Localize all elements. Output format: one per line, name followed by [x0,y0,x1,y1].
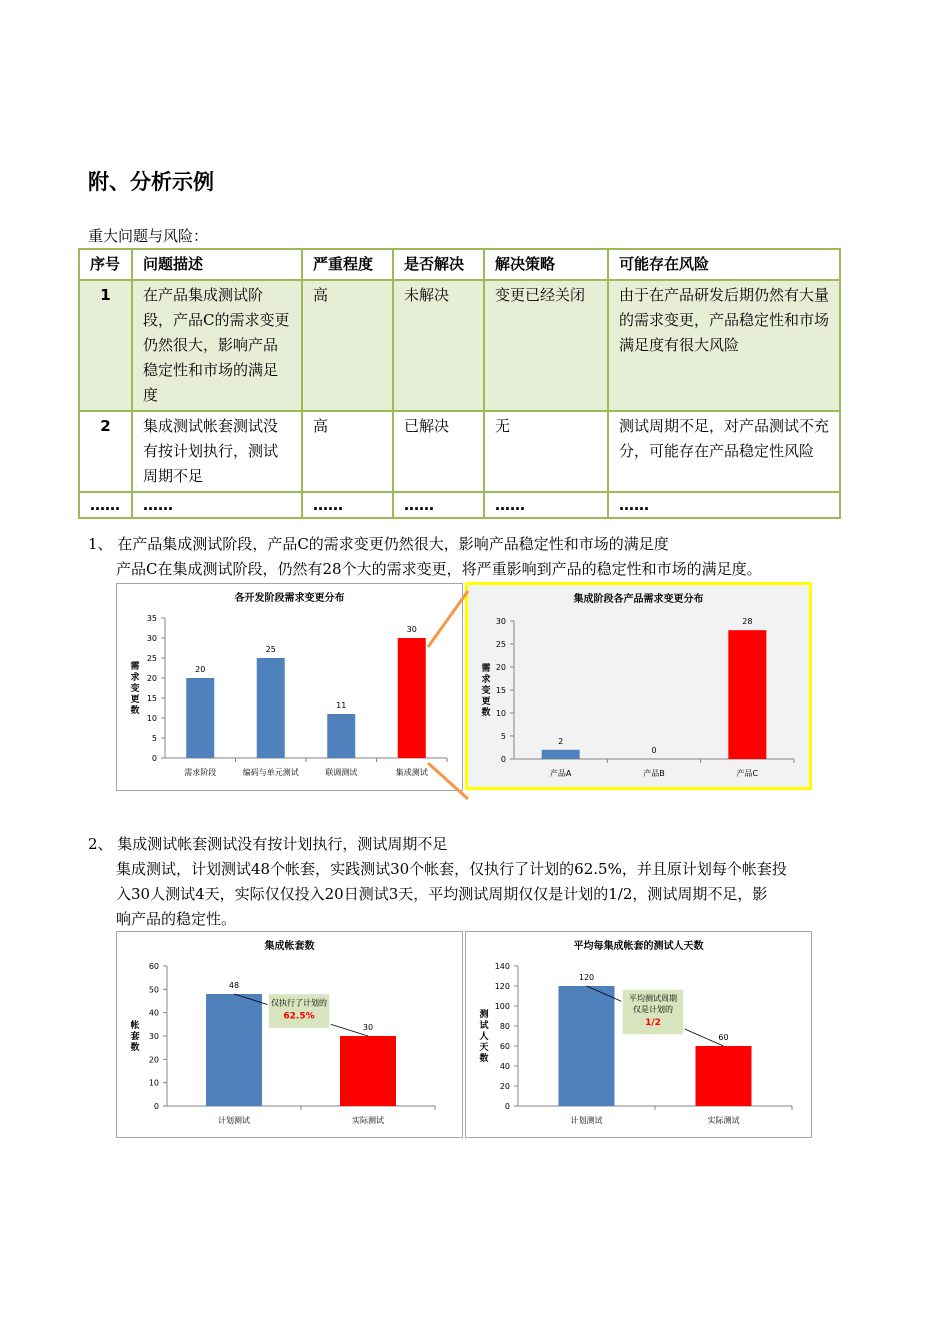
header-cell: 问题描述 [132,249,302,280]
data-label: 20 [195,665,206,674]
x-tick-label: 实际测试 [707,1116,740,1125]
x-tick-label: 计划测试 [570,1116,603,1125]
table-cell: 变更已经关闭 [484,280,608,411]
table-header-row [79,249,840,280]
y-tick-label: 0 [500,755,506,764]
x-tick-label: 产品C [736,769,759,778]
y-tick-label: 35 [146,614,157,623]
y-tick-label: 25 [146,654,157,663]
table-cell: 已解决 [393,411,484,492]
data-label: 0 [651,746,657,755]
data-label: 28 [742,617,753,627]
header-cell: 序号 [79,249,132,280]
header-cell: 严重程度 [302,249,393,280]
x-tick-label: 计划测试 [218,1116,250,1125]
data-label: 11 [336,701,347,710]
y-axis-label: 帐套数 [130,1021,140,1053]
y-tick-label: 5 [151,734,157,743]
y-tick-label: 15 [495,686,506,695]
chart-title: 各开发阶段需求变更分布 [234,593,345,604]
y-tick-label: 30 [146,634,157,643]
chart-title: 集成阶段各产品需求变更分布 [573,594,704,605]
header-cell: 解决策略 [484,249,608,280]
bar [559,986,615,1106]
callout-emphasis: 1/2 [645,1018,661,1028]
y-tick-label: 20 [148,1055,159,1065]
x-tick-label: 编码与单元测试 [242,768,299,777]
table-cell: 未解决 [393,280,484,411]
table-row [79,411,840,492]
callout-text: 仅执行了计划的 [271,998,327,1008]
data-label: 60 [718,1033,729,1042]
chart-product-changes-svg [468,585,809,787]
table-cell: 测试周期不足，对产品测试不充分，可能存在产品稳定性风险 [608,411,840,492]
table-cell: 在产品集成测试阶段，产品C的需求变更仍然很大，影响产品稳定性和市场的满足度 [132,280,302,411]
data-label: 30 [406,625,417,634]
callout-emphasis: 62.5% [283,1011,315,1022]
risk-table [78,248,841,519]
table-cell: 由于在产品研发后期仍然有大量的需求变更，产品稳定性和市场满足度有很大风险 [608,280,840,411]
section2-body-line: 入30人测试4天，实际仅仅投入20日测试3天，平均测试周期仅仅是计划的1/2，测试周期不足，影 [116,885,768,903]
y-tick-label: 15 [146,694,157,703]
bar [257,658,285,758]
y-tick-label: 120 [494,982,510,991]
x-tick-label: 实际测试 [352,1116,384,1125]
data-label: 25 [265,645,276,654]
table-cell: …… [302,492,393,518]
data-label: 120 [578,973,595,982]
y-tick-label: 60 [499,1042,510,1051]
y-tick-label: 20 [495,663,506,672]
y-tick-label: 20 [146,674,157,683]
chart-stage-changes-svg [117,584,462,790]
chart-account-sets [116,931,463,1138]
y-tick-label: 100 [494,1002,510,1011]
y-axis-label: 需求变更数 [481,664,491,718]
table-cell: 高 [302,411,393,492]
y-tick-label: 60 [148,962,159,971]
bar [327,714,355,758]
page-heading: 附、分析示例 [88,170,214,194]
y-tick-label: 30 [148,1032,159,1041]
chart-title: 平均每集成帐套的测试人天数 [573,941,704,952]
bar [696,1046,752,1106]
chart-stage-changes [116,583,463,791]
chart-person-days [465,931,812,1138]
x-tick-label: 需求阶段 [184,768,217,777]
y-tick-label: 20 [499,1082,510,1091]
table-row [79,492,840,518]
table-cell: …… [132,492,302,518]
zoom-connector [420,585,480,805]
y-tick-label: 0 [153,1102,159,1111]
section1-title: 1、 在产品集成测试阶段，产品C的需求变更仍然很大，影响产品稳定性和市场的满足度 [88,535,669,553]
bar [340,1036,396,1106]
y-axis-label: 测试人天数 [479,1010,489,1064]
section2-body-line: 响产品的稳定性。 [116,910,237,928]
section2-title: 2、 集成测试帐套测试没有按计划执行，测试周期不足 [88,835,448,853]
y-tick-label: 0 [151,754,157,763]
x-tick-label: 产品B [643,769,665,778]
callout-text: 仅是计划的 [633,1005,673,1014]
connector-line-bottom [428,763,468,799]
data-label: 30 [362,1023,374,1032]
x-tick-label: 联调测试 [325,768,358,777]
header-cell: 是否解决 [393,249,484,280]
y-tick-label: 10 [495,709,506,718]
y-tick-label: 10 [148,1078,159,1088]
callout-text: 平均测试周期 [629,994,677,1003]
table-cell: 无 [484,411,608,492]
table-cell: …… [484,492,608,518]
x-tick-label: 产品A [549,769,572,778]
y-tick-label: 140 [494,962,510,971]
y-tick-label: 10 [146,714,157,723]
y-tick-label: 40 [148,1008,159,1018]
chart-product-changes [465,582,812,790]
section2-body-line: 集成测试，计划测试48个帐套，实践测试30个帐套，仅执行了计划的62.5%，并且原计划每个帐套投 [116,860,787,878]
y-tick-label: 30 [495,617,506,626]
data-label: 2 [558,736,564,746]
y-tick-label: 25 [495,640,506,649]
table-cell: 高 [302,280,393,411]
x-tick-label: 集成测试 [395,768,428,777]
table-cell: …… [608,492,840,518]
chart-person-days-svg [466,932,811,1137]
header-cell: 可能存在风险 [608,249,840,280]
table-cell: 2 [79,411,132,492]
y-tick-label: 40 [499,1062,510,1071]
y-tick-label: 5 [500,732,506,741]
bar [728,630,766,759]
y-tick-label: 0 [504,1102,510,1111]
connector-line-top [428,591,468,647]
section1-body: 产品C在集成测试阶段，仍然有28个大的需求变更，将严重影响到产品的稳定性和市场的满足度。 [116,560,762,578]
bar [542,750,580,759]
y-axis-label: 需求变更数 [130,662,140,716]
chart-title: 集成帐套数 [264,941,315,952]
table-caption: 重大问题与风险： [88,227,209,245]
bar [186,678,214,758]
chart-account-sets-svg [117,932,462,1137]
y-tick-label: 80 [499,1022,510,1031]
table-cell: …… [393,492,484,518]
bar [206,994,262,1106]
data-label: 48 [228,981,240,990]
table-cell: 集成测试帐套测试没有按计划执行，测试周期不足 [132,411,302,492]
table-cell: …… [79,492,132,518]
table-row [79,280,840,411]
table-cell: 1 [79,280,132,411]
y-tick-label: 50 [148,985,159,995]
